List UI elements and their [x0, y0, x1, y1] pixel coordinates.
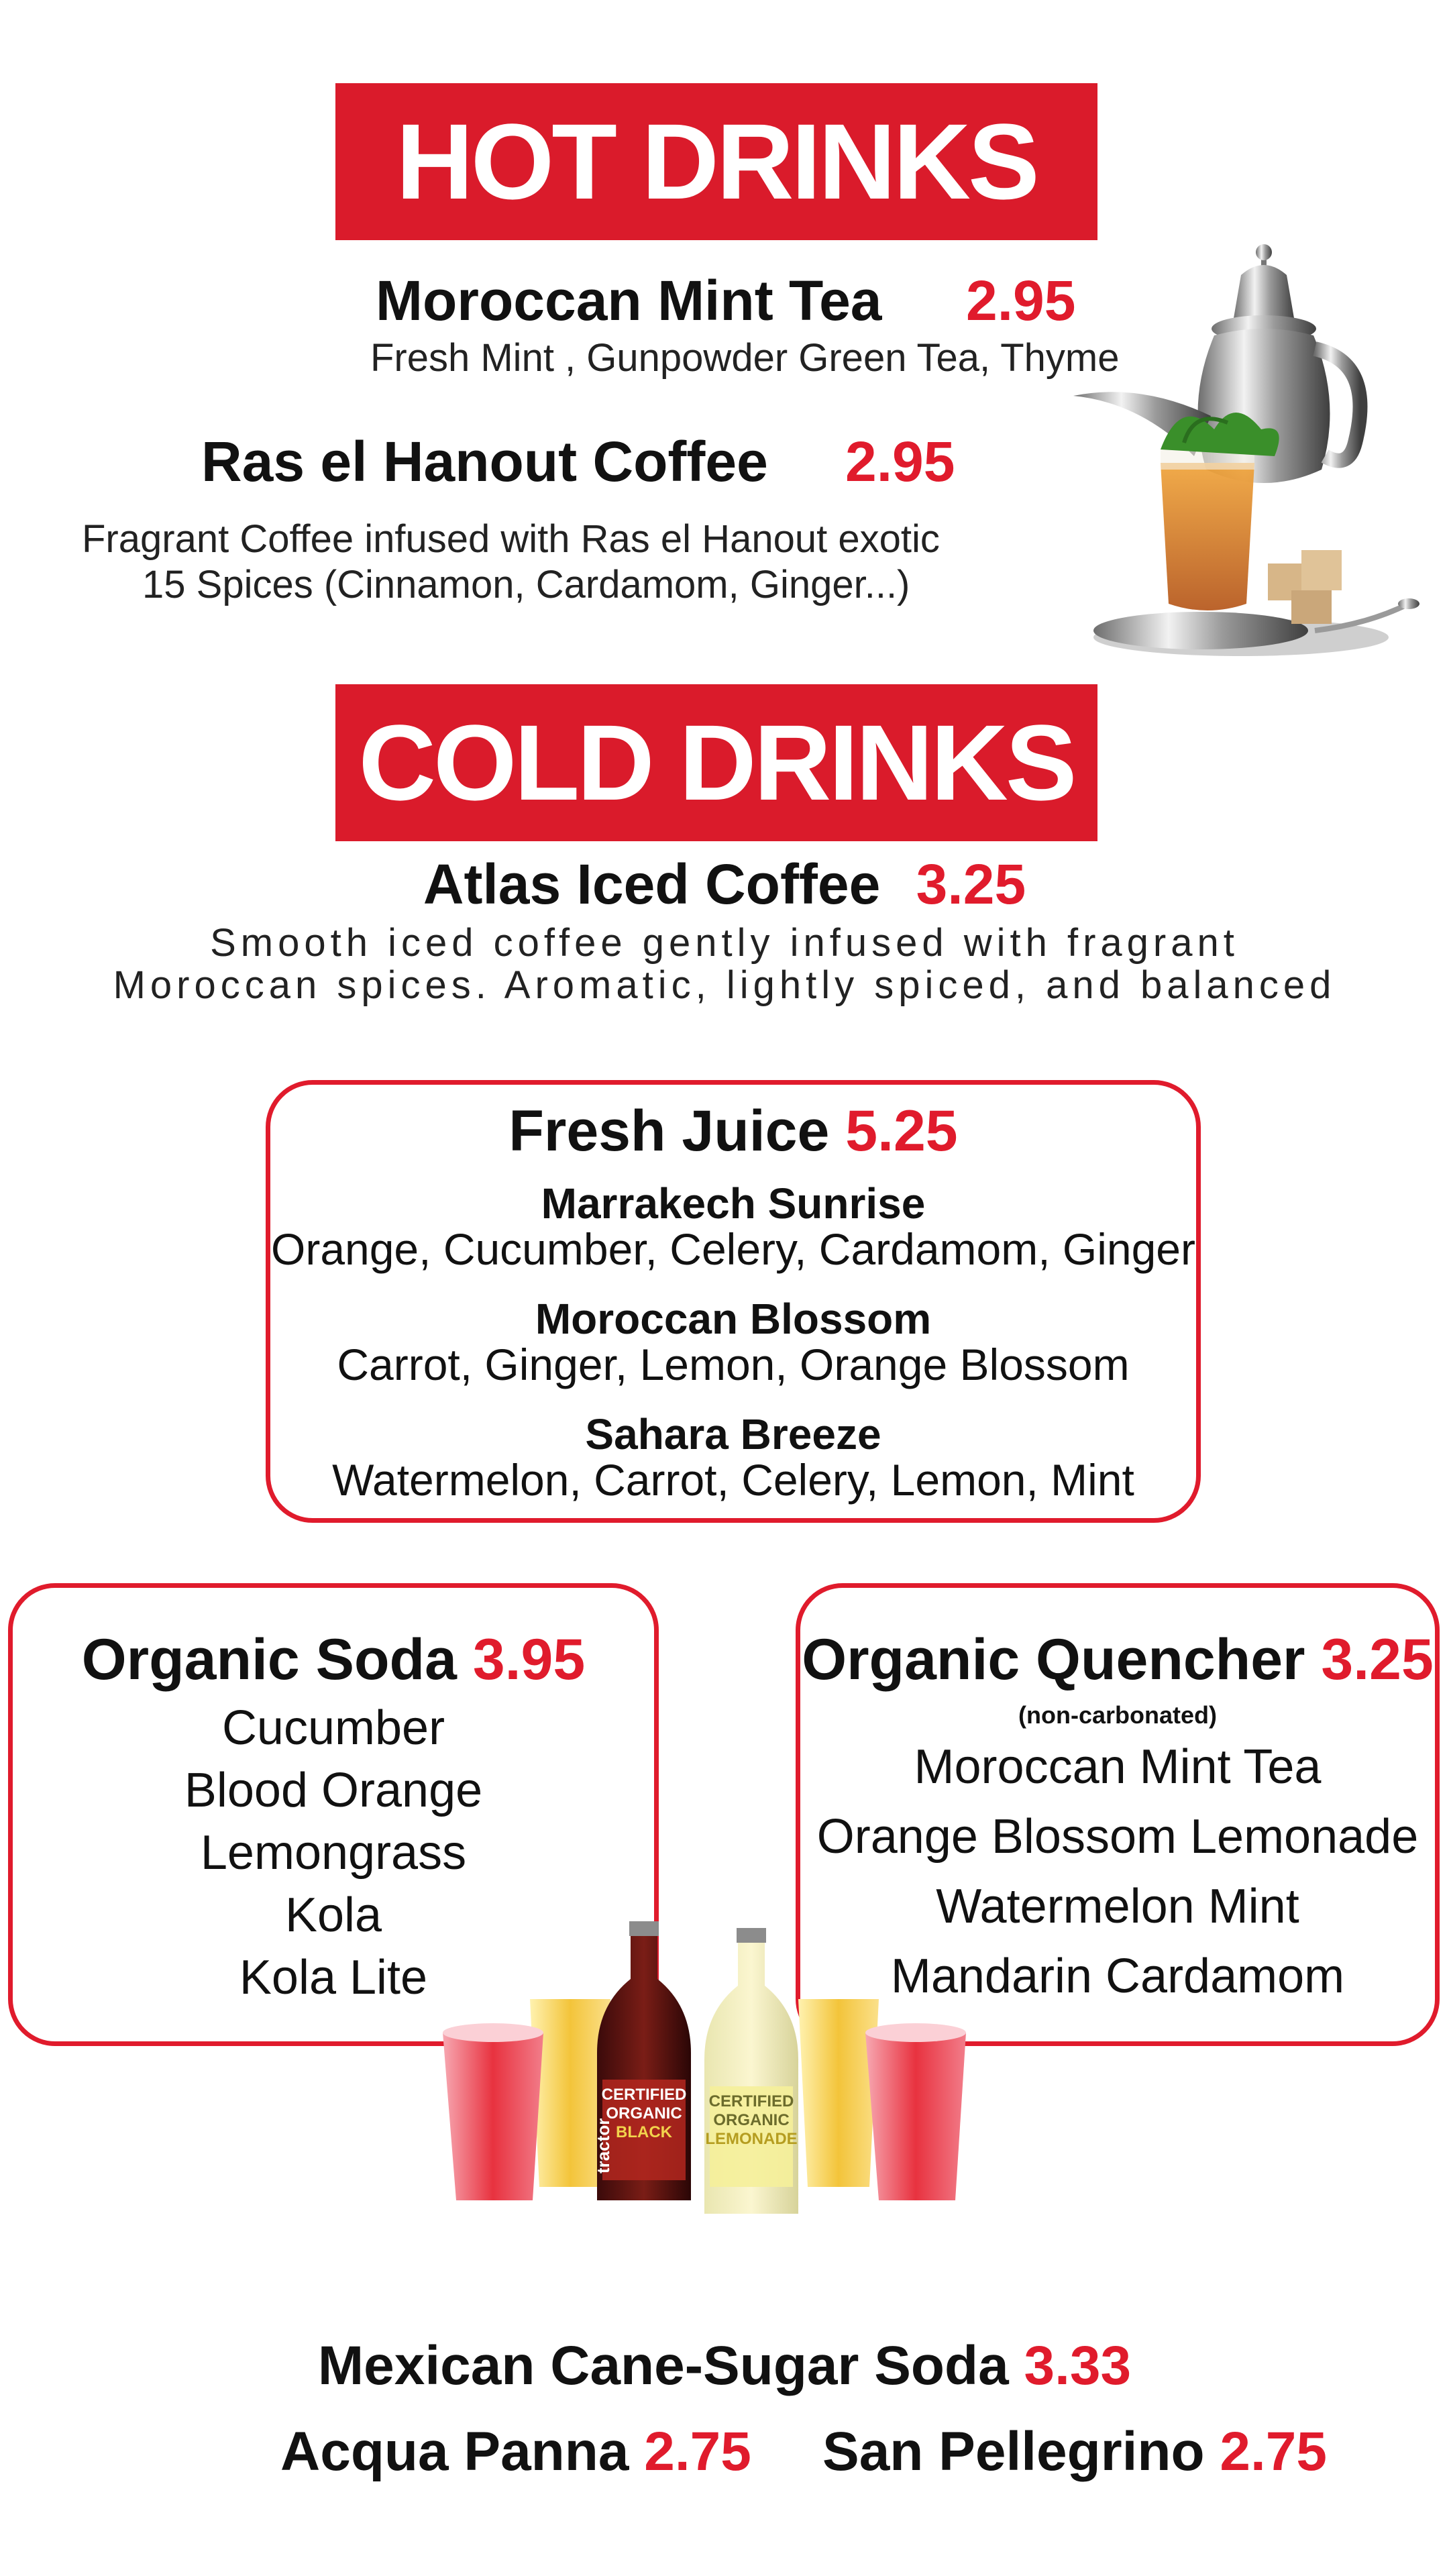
moroccan-teapot-image [1060, 228, 1422, 671]
juice-item-sahara [270, 1410, 1196, 1505]
fresh-juice-title [270, 1098, 1196, 1165]
cold-drinks-heading: COLD DRINKS [358, 702, 1075, 822]
mexican-soda-price: 3.33 [1024, 2335, 1132, 2396]
mint-tea-name: Moroccan Mint Tea [376, 269, 882, 332]
soda-flavor: Lemongrass [200, 1826, 467, 1880]
svg-text:LEMONADE: LEMONADE [705, 2130, 798, 2148]
quencher-note: (non-carbonated) [1018, 1701, 1217, 1729]
organic-soda-title [13, 1627, 654, 1693]
ras-coffee-name: Ras el Hanout Coffee [201, 430, 768, 493]
svg-text:ORGANIC: ORGANIC [606, 2104, 682, 2123]
juice-item-blossom [270, 1297, 1196, 1389]
mint-tea-description: Fresh Mint , Gunpowder Green Tea, Thyme [370, 336, 1120, 380]
juice-ingredients: Orange, Cucumber, Celery, Cardamom, Ginger [271, 1224, 1195, 1274]
organic-drinks-image [429, 1905, 1020, 2214]
hot-drinks-heading: HOT DRINKS [396, 101, 1037, 221]
fresh-juice-box [266, 1080, 1201, 1523]
mexican-soda-name: Mexican Cane-Sugar Soda [317, 2335, 1009, 2396]
soda-flavor: Cucumber [221, 1701, 445, 1755]
soda-flavor: Kola [284, 1888, 382, 1942]
juice-name: Marrakech Sunrise [541, 1179, 926, 1228]
acqua-panna-line [280, 2420, 751, 2483]
acqua-panna-name: Acqua Panna [280, 2421, 629, 2482]
ras-coffee-description-line2: 15 Spices (Cinnamon, Cardamom, Ginger...) [142, 563, 910, 606]
svg-text:CERTIFIED: CERTIFIED [708, 2092, 794, 2110]
juice-ingredients: Carrot, Ginger, Lemon, Orange Blossom [337, 1340, 1130, 1389]
ras-coffee-price: 2.95 [845, 430, 955, 493]
soda-flavor: Kola Lite [239, 1951, 428, 2004]
quencher-flavor: Mandarin Cardamom [890, 1949, 1345, 2003]
organic-quencher-price: 3.25 [1321, 1627, 1434, 1692]
mexican-soda-line [0, 2334, 1449, 2398]
juice-item-marrakech [270, 1179, 1196, 1274]
fresh-juice-label: Fresh Juice [508, 1099, 830, 1163]
svg-text:tractor: tractor [593, 2118, 613, 2174]
quencher-flavor: Orange Blossom Lemonade [816, 1810, 1419, 1864]
san-pellegrino-line [822, 2420, 1327, 2483]
juice-name: Moroccan Blossom [535, 1295, 932, 1343]
ras-coffee-description-line1: Fragrant Coffee infused with Ras el Hanout exotic [82, 517, 940, 561]
atlas-coffee-price: 3.25 [916, 853, 1026, 916]
organic-soda-label: Organic Soda [81, 1627, 457, 1692]
quencher-flavor: Watermelon Mint [936, 1880, 1299, 1933]
juice-ingredients: Watermelon, Carrot, Celery, Lemon, Mint [332, 1455, 1134, 1505]
svg-text:CERTIFIED: CERTIFIED [601, 2086, 687, 2104]
atlas-coffee-description-line2: Moroccan spices. Aromatic, lightly spiced, and balanced [113, 963, 1336, 1007]
soda-flavor: Blood Orange [184, 1764, 483, 1817]
atlas-coffee-title [0, 852, 1449, 917]
organic-quencher-title [800, 1627, 1435, 1693]
juice-name: Sahara Breeze [585, 1410, 881, 1458]
acqua-panna-price: 2.75 [644, 2421, 751, 2482]
san-pellegrino-price: 2.75 [1220, 2421, 1328, 2482]
cold-drinks-banner [335, 684, 1097, 841]
san-pellegrino-name: San Pellegrino [822, 2421, 1205, 2482]
svg-text:ORGANIC: ORGANIC [713, 2111, 790, 2129]
quencher-flavor: Moroccan Mint Tea [914, 1740, 1322, 1794]
hot-drinks-banner [335, 83, 1097, 240]
mint-tea-price: 2.95 [966, 269, 1076, 332]
organic-quencher-label: Organic Quencher [802, 1627, 1305, 1692]
mint-tea-title [376, 268, 882, 333]
atlas-coffee-description-line1: Smooth iced coffee gently infused with fragrant [210, 921, 1239, 965]
svg-text:BLACK: BLACK [616, 2123, 672, 2141]
organic-soda-price: 3.95 [472, 1627, 586, 1692]
fresh-juice-price: 5.25 [845, 1099, 958, 1163]
atlas-coffee-name: Atlas Iced Coffee [423, 853, 881, 916]
